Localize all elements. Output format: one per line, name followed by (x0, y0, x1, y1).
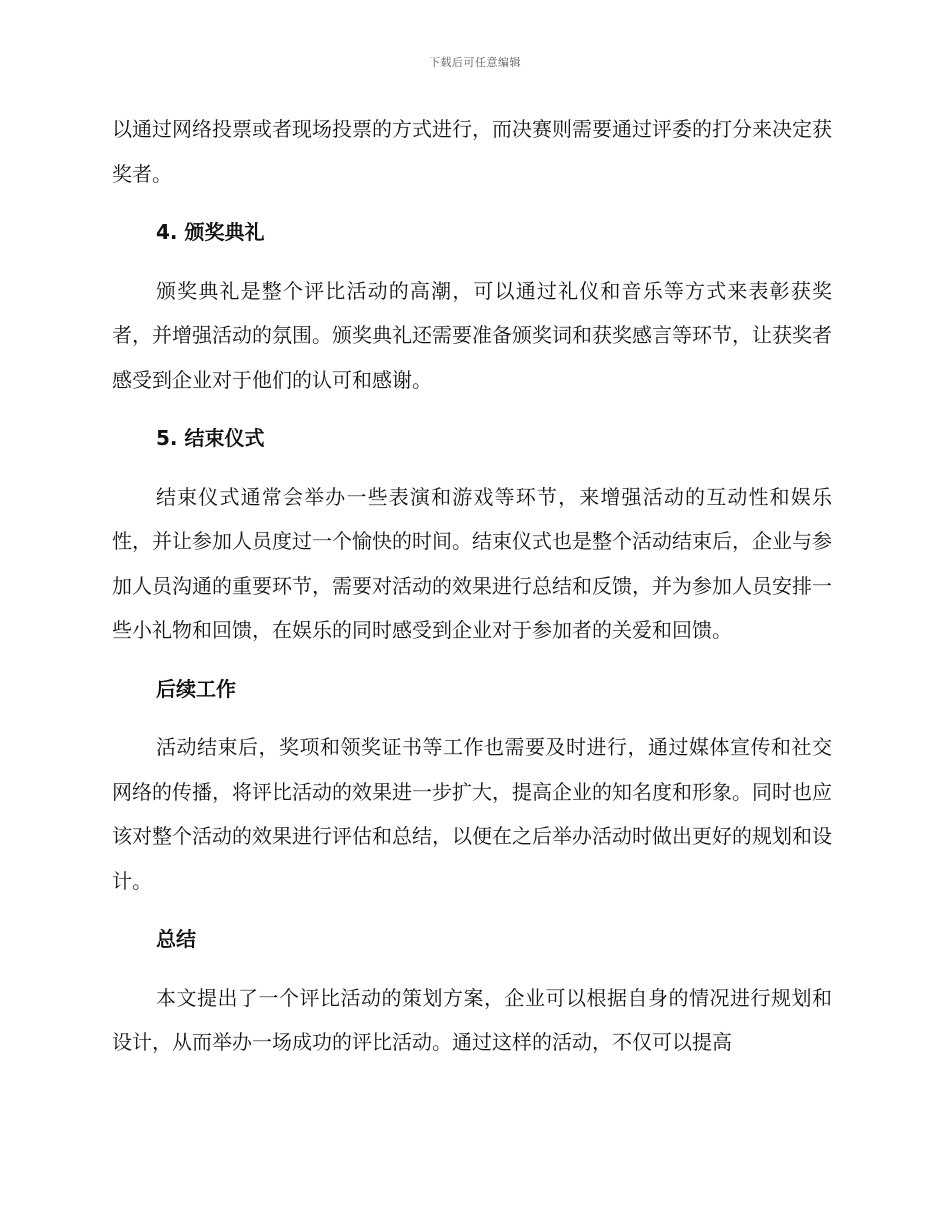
paragraph-closing-ceremony: 结束仪式通常会举办一些表演和游戏等环节，来增强活动的互动性和娱乐性，并让参加人员度过一个愉快的时间。结束仪式也是整个活动结束后，企业与参加人员沟通的重要环节，需要对活动的效果进行总结和反馈，并为参加人员安排一些小礼物和回馈，在娱乐的同时感受到企业对于参加者的关爱和回馈。 (112, 484, 832, 642)
heading-closing-ceremony: 5. 结束仪式 (156, 426, 265, 450)
page-header-note: 下载后可任意编辑 (429, 56, 521, 69)
heading-award-ceremony: 4. 颁奖典礼 (156, 220, 265, 244)
paragraph-summary: 本文提出了一个评比活动的策划方案，企业可以根据自身的情况进行规划和设计，从而举办一场成功的评比活动。通过这样的活动，不仅可以提高 (112, 985, 832, 1054)
paragraph-follow-up-work: 活动结束后，奖项和领奖证书等工作也需要及时进行，通过媒体宣传和社交网络的传播，将评比活动的效果进一步扩大，提高企业的知名度和形象。同时也应该对整个活动的效果进行评估和总结，以便在之后举办活动时做出更好的规划和设计。 (112, 735, 832, 893)
document-body (112, 107, 832, 1065)
paragraph-award-ceremony: 颁奖典礼是整个评比活动的高潮，可以通过礼仪和音乐等方式来表彰获奖者，并增强活动的氛围。颁奖典礼还需要准备颁奖词和获奖感言等环节，让获奖者感受到企业对于他们的认可和感谢。 (112, 278, 832, 392)
paragraph-intro: 以通过网络投票或者现场投票的方式进行，而决赛则需要通过评委的打分来决定获奖者。 (112, 117, 832, 186)
heading-follow-up-work: 后续工作 (156, 676, 236, 701)
heading-summary: 总结 (156, 927, 196, 951)
